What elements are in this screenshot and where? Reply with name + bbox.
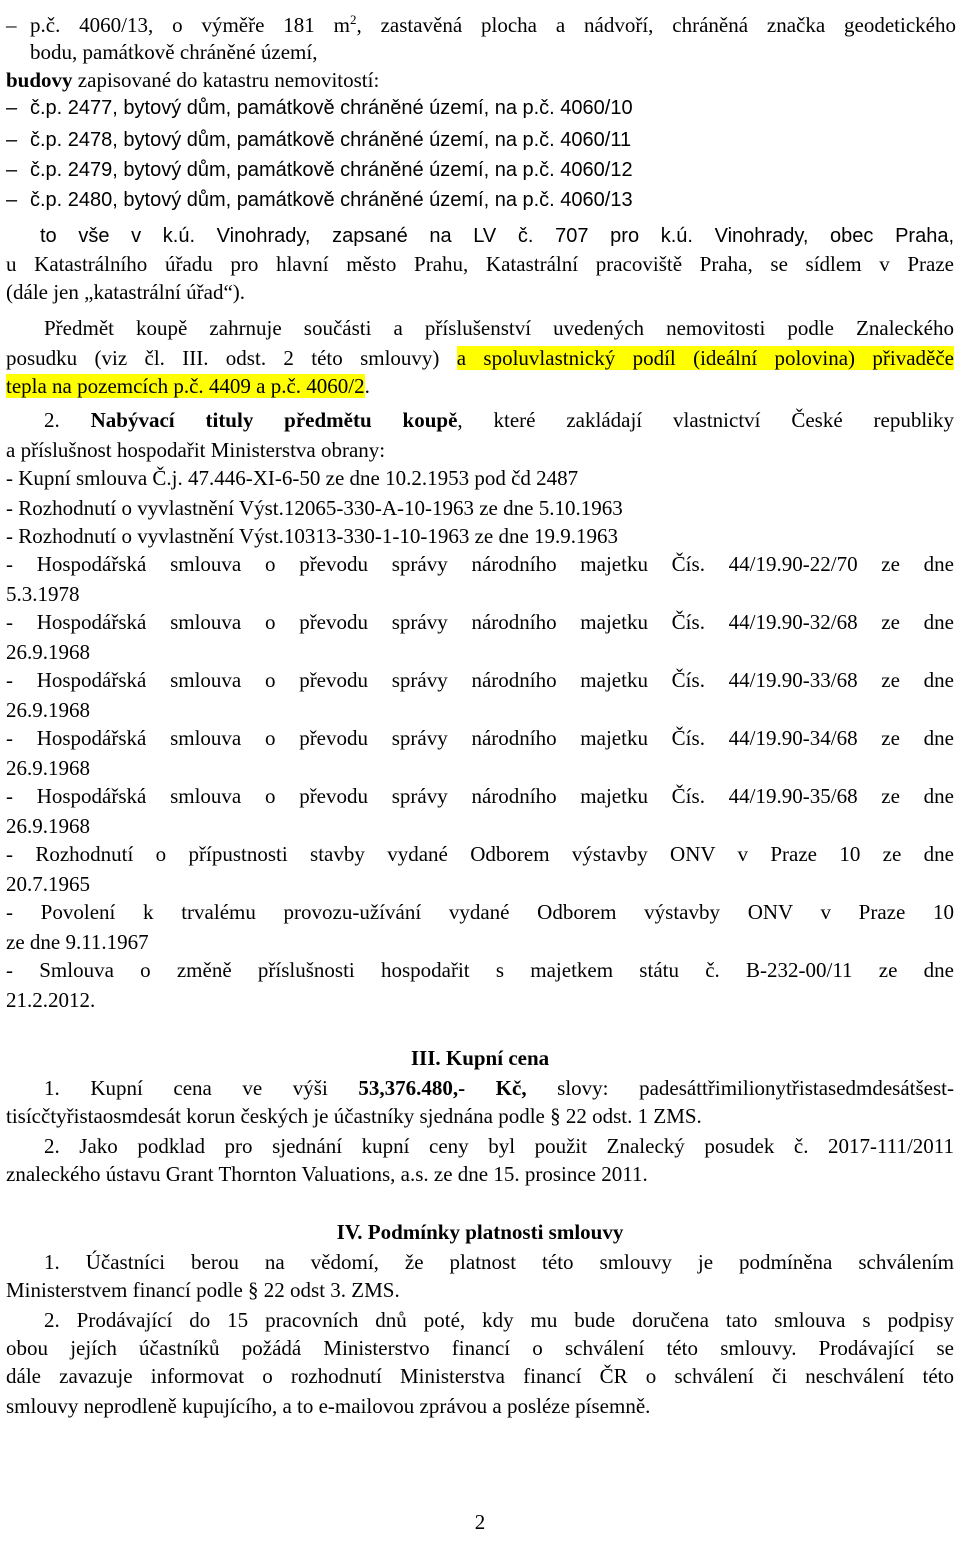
price-paragraph-2: tisícčtyřistaosmdesát korun českých je účastníky sjednána podle § 22 odst. 1 ZMS. <box>6 1104 702 1128</box>
building-item: – č.p. 2478, bytový dům, památkově chráněné území, na p.č. 4060/11 <box>6 129 632 151</box>
title-item: - Kupní smlouva Č.j. 47.446-XI-6-50 ze dne 10.2.1953 pod čd 2487 <box>6 466 579 490</box>
title-item-date: 5.3.1978 <box>6 582 80 606</box>
subject-paragraph: Předmět koupě zahrnuje součásti a příslušenství uvedených nemovitosti podle Znaleckého <box>44 316 954 340</box>
buildings-heading: budovy zapisované do katastru nemovitostí: <box>6 68 380 92</box>
conditions-paragraph: 1. Účastníci berou na vědomí, že platnost této smlouvy je podmíněna schválením <box>44 1250 954 1274</box>
building-item: – č.p. 2479, bytový dům, památkově chráněné území, na p.č. 4060/12 <box>6 159 633 181</box>
title-item: - Hospodářská smlouva o převodu správy národního majetku Čís. 44/19.90-32/68 ze dne <box>6 610 954 634</box>
appraisal-paragraph-2: znaleckého ústavu Grant Thornton Valuations, a.s. ze dne 15. prosince 2011. <box>6 1162 648 1186</box>
title-item: - Hospodářská smlouva o převodu správy národního majetku Čís. 44/19.90-22/70 ze dne <box>6 552 954 576</box>
title-item: - Rozhodnutí o vyvlastnění Výst.10313-330-1-10-1963 ze dne 19.9.1963 <box>6 524 619 548</box>
approval-paragraph-2: obou jejích účastníků požádá Ministerstvo financí o schválení této smlouvy. Prodávající se <box>6 1336 954 1360</box>
registry-line: to vše v k.ú. Vinohrady, zapsané na LV č. 707 pro k.ú. Vinohrady, obec Praha, <box>40 225 954 247</box>
title-item: - Rozhodnutí o přípustnosti stavby vydané Odborem výstavby ONV v Praze 10 ze dne <box>6 842 954 866</box>
parcel-line-cont: bodu, památkově chráněné území, <box>30 40 318 64</box>
title-item-date: 21.2.2012. <box>6 988 96 1012</box>
title-item-date: 26.9.1968 <box>6 698 90 722</box>
price-paragraph: 1. Kupní cena ve výši 53,376.480,- Kč, slovy: padesáttřimilionytřistasedmdesátšest- <box>44 1076 954 1100</box>
subject-paragraph-2: posudku (viz čl. III. odst. 2 této smlouvy) a spoluvlastnický podíl (ideální polovina) přivaděče <box>6 346 954 370</box>
title-item: - Povolení k trvalému provozu-užívání vydané Odborem výstavby ONV v Praze 10 <box>6 900 954 924</box>
appraisal-paragraph: 2. Jako podklad pro sjednání kupní ceny byl použit Znalecký posudek č. 2017-111/2011 <box>44 1134 954 1158</box>
titles-heading-2: a příslušnost hospodařit Ministerstva obrany: <box>6 438 386 462</box>
titles-heading: 2. Nabývací tituly předmětu koupě, které zakládají vlastnictví České republiky <box>44 408 955 432</box>
title-item-date: 26.9.1968 <box>6 756 90 780</box>
title-item-date: ze dne 9.11.1967 <box>6 930 149 954</box>
registry-line-2: u Katastrálního úřadu pro hlavní město Prahu, Katastrální pracoviště Praha, se sídlem v Praze <box>6 252 954 276</box>
approval-paragraph: 2. Prodávající do 15 pracovních dnů poté, kdy mu bude doručena tato smlouva s podpisy <box>44 1308 954 1332</box>
conditions-paragraph-2: Ministerstvem financí podle § 22 odst 3. ZMS. <box>6 1278 400 1302</box>
subject-paragraph-3: tepla na pozemcích p.č. 4409 a p.č. 4060/2. <box>6 374 370 398</box>
title-item-date: 26.9.1968 <box>6 814 90 838</box>
registry-line-3: (dále jen „katastrální úřad“). <box>6 280 246 304</box>
page-number: 2 <box>474 1510 486 1534</box>
title-item-date: 26.9.1968 <box>6 640 90 664</box>
title-item: - Hospodářská smlouva o převodu správy národního majetku Čís. 44/19.90-35/68 ze dne <box>6 784 954 808</box>
title-item: - Hospodářská smlouva o převodu správy národního majetku Čís. 44/19.90-34/68 ze dne <box>6 726 954 750</box>
section-heading-price: III. Kupní cena <box>410 1046 550 1070</box>
title-item: - Smlouva o změně příslušnosti hospodařit s majetkem státu č. B-232-00/11 ze dne <box>6 958 954 982</box>
building-item: – č.p. 2480, bytový dům, památkově chráněné území, na p.č. 4060/13 <box>6 189 633 211</box>
approval-paragraph-4: smlouvy neprodleně kupujícího, a to e-mailovou zprávou a posléze písemně. <box>6 1394 651 1418</box>
title-item-date: 20.7.1965 <box>6 872 90 896</box>
title-item: - Hospodářská smlouva o převodu správy národního majetku Čís. 44/19.90-33/68 ze dne <box>6 668 954 692</box>
section-heading-conditions: IV. Podmínky platnosti smlouvy <box>336 1220 624 1244</box>
title-item: - Rozhodnutí o vyvlastnění Výst.12065-330-A-10-1963 ze dne 5.10.1963 <box>6 496 623 520</box>
parcel-line: – p.č. 4060/13, o výměře 181 $m^2$, zastavěná plocha a nádvoří, chráněná značka geodetického <box>6 12 956 37</box>
building-item: – č.p. 2477, bytový dům, památkově chráněné území, na p.č. 4060/10 <box>6 97 633 119</box>
approval-paragraph-3: dále zavazuje informovat o rozhodnutí Ministerstva financí ČR o schválení či neschválení této <box>6 1364 954 1388</box>
